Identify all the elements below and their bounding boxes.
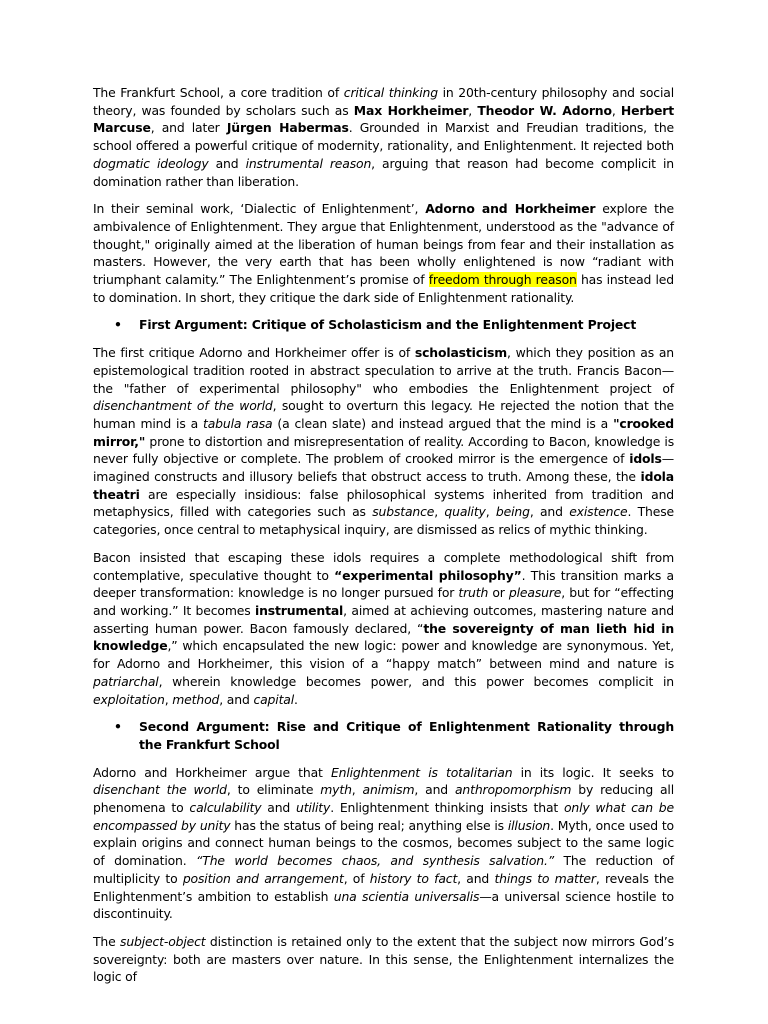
text-run: Second Argument: Rise and Critique of Enlightenment Rationality through the Frankfurt School [139, 719, 674, 752]
text-run: and [261, 800, 296, 816]
bold-text: scholasticism [414, 345, 508, 361]
italic-text: tabula rasa [203, 415, 273, 431]
text-run: , [485, 504, 496, 520]
italic-text: truth [458, 585, 489, 601]
text-run: (a clean slate) and instead argued that the mind is a [272, 415, 614, 431]
text-run: The reduction of multiplicity to [93, 853, 674, 886]
paragraph [93, 84, 674, 190]
text-run: , aimed at achieving outcomes, mastering nature and asserting human power. Bacon famously declared, “ [93, 602, 674, 636]
italic-text: being [495, 504, 530, 520]
text-run: , sought to overturn this legacy. He rejected the notion that the human mind is a [93, 398, 674, 431]
text-run: . These categories, once central to metaphysical inquiry, are dismissed as relics of mythic thinking. [93, 504, 674, 538]
text-run: . This transition marks a deeper transformation: knowledge is no longer pursued for [93, 567, 675, 601]
italic-text: dogmatic ideology [93, 155, 209, 171]
text-run: in its logic. It seeks to [512, 764, 674, 780]
bold-text: Theodor W. Adorno [477, 102, 612, 118]
text-run: , and later [150, 120, 227, 136]
italic-text: quality [444, 504, 486, 520]
text-run: explore the ambivalence of Enlightenment. They argue that Enlightenment, understood as the "advance of thought," originally aimed at the liberation of human beings from fear and their installation as masters. However, the very earth that has been wholly enlightened is now “radiant with triumphant calamity.” The Enlightenment’s promise of [93, 201, 674, 288]
bold-text: Adorno and Horkheimer [425, 201, 596, 217]
text-run: , reveals the Enlightenment’s ambition to establish [93, 870, 675, 904]
text-run: , and [529, 504, 570, 520]
text-run: , wherein knowledge becomes power, and this power becomes complicit in [158, 673, 674, 689]
italic-text: utility [296, 800, 331, 816]
italic-text: history to fact [369, 870, 458, 886]
text-run: distinction is retained only to the extent that the subject now mirrors God’s sovereignty: both are masters over nature. In this sense, the Enlightenment internalizes the logic of [93, 933, 674, 985]
paragraph [93, 933, 674, 986]
bullet-marker: • [114, 317, 122, 333]
text-run: , arguing that reason had become complicit in domination rather than liberation. [93, 155, 674, 189]
italic-text: “The world becomes chaos, and synthesis salvation.” [196, 853, 555, 869]
text-run: . [294, 691, 298, 707]
italic-text: existence [569, 504, 628, 520]
bold-text: Jürgen Habermas [226, 120, 349, 136]
text-run: —a universal science hostile to discontinuity. [93, 888, 674, 922]
text-run: Adorno and Horkheimer argue that [93, 764, 331, 780]
italic-text: things to matter [494, 870, 596, 886]
italic-text: position and arrangement [182, 870, 344, 886]
bullet-marker: • [114, 719, 122, 735]
italic-text: calculability [189, 800, 262, 816]
italic-text: critical thinking [343, 85, 438, 100]
text-run: , [468, 102, 478, 118]
text-run: , and [414, 782, 455, 798]
bold-text: "crooked mirror," [93, 415, 675, 449]
text-run: , but for “effecting and working.” It becomes [93, 585, 674, 618]
italic-text: instrumental reason [245, 155, 372, 171]
italic-text: exploitation [93, 691, 165, 707]
bold-text: “experimental philosophy” [334, 567, 522, 583]
paragraph [93, 549, 674, 708]
italic-text: anthropomorphism [454, 782, 572, 798]
text-run: or [488, 585, 509, 601]
bold-text: Herbert Marcuse [93, 102, 675, 136]
italic-text: disenchantment of the world [93, 398, 273, 414]
text-run: The Frankfurt School, a core tradition of [93, 85, 344, 100]
italic-text: animism [362, 782, 415, 798]
italic-text: only what can be encompassed by unity [93, 800, 674, 833]
text-run: In their seminal work, ‘Dialectic of Enlightenment’, [93, 201, 426, 217]
italic-text: myth [320, 782, 352, 798]
text-run: The first critique Adorno and Horkheimer offer is of [93, 345, 415, 361]
text-run: . Enlightenment thinking insists that [330, 800, 564, 816]
italic-text: capital [253, 691, 295, 707]
text-run: —imagined constructs and illusory beliefs that obstruct access to truth. Among these, the [93, 451, 674, 485]
section-heading [93, 316, 674, 334]
text-run: , and [219, 691, 254, 707]
text-run: in 20th-century philosophy and social theory, was founded by scholars such as [93, 85, 675, 118]
paragraph [93, 344, 674, 539]
paragraph [93, 200, 674, 306]
text-run: , of [343, 870, 370, 886]
section-heading [93, 718, 674, 753]
text-run: ,” which encapsulated the new logic: power and knowledge are synonymous. Yet, for Adorno and Horkheimer, this vision of a “happy match” between mind and nature is [93, 638, 674, 672]
text-run: and [208, 155, 246, 171]
italic-text: patriarchal [93, 673, 159, 689]
italic-text: Enlightenment is totalitarian [330, 764, 513, 780]
text-run: . Grounded in Marxist and Freudian traditions, the school offered a powerful critique of modernity, rationality, and Enlightenment. It rejected both [93, 120, 674, 154]
italic-text: una scientia universalis [333, 888, 480, 904]
text-run: , and [457, 870, 495, 886]
text-run: are especially insidious: false philosophical systems inherited from tradition and metaphysics, filled with categories such as [93, 486, 674, 520]
text-run: by reducing all phenomena to [93, 782, 675, 816]
text-run: , [351, 782, 363, 798]
text-run: prone to distortion and misrepresentation of reality. According to Bacon, knowledge is never fully objective or complete. The problem of crooked mirror is the emergence of [93, 433, 674, 467]
bold-text: idola theatri [93, 469, 674, 502]
italic-text: pleasure [508, 585, 562, 601]
italic-text: substance [372, 504, 435, 520]
text-run: First Argument: Critique of Scholasticism and the Enlightenment Project [139, 317, 637, 333]
document-body [93, 84, 674, 996]
text-run: , [164, 691, 173, 707]
text-run: , which they position as an epistemological tradition rooted in abstract speculation to arrive at the truth. Francis Bacon—the "father of experimental philosophy" who embodies the Enlightenment project of [93, 345, 674, 396]
italic-text: subject-object [120, 933, 206, 949]
italic-text: method [172, 691, 220, 707]
text-run: . Myth, once used to explain origins and connect human beings to the cosmos, becomes subject to the same logic of domination. [93, 817, 674, 869]
bold-text: the sovereignty of man lieth hid in knowledge [93, 620, 674, 654]
bold-text: Max Horkheimer [353, 102, 469, 118]
text-run: has instead led to domination. In short, they critique the dark side of Enlightenment rationality. [93, 272, 674, 305]
italic-text: illusion [507, 817, 551, 833]
text-run: , to eliminate [226, 782, 321, 798]
text-run: Bacon insisted that escaping these idols requires a complete methodological shift from contemplative, speculative thought to [93, 549, 674, 583]
paragraph [93, 764, 674, 923]
bold-text: instrumental [254, 602, 344, 618]
italic-text: disenchant the world [93, 782, 227, 798]
text-run: , [434, 504, 445, 520]
text-run: The [93, 933, 121, 949]
text-run: has the status of being real; anything else is [230, 817, 508, 833]
text-run: , [611, 102, 621, 118]
bold-text: idols [629, 451, 662, 467]
highlighted-text: freedom through reason [428, 272, 577, 288]
